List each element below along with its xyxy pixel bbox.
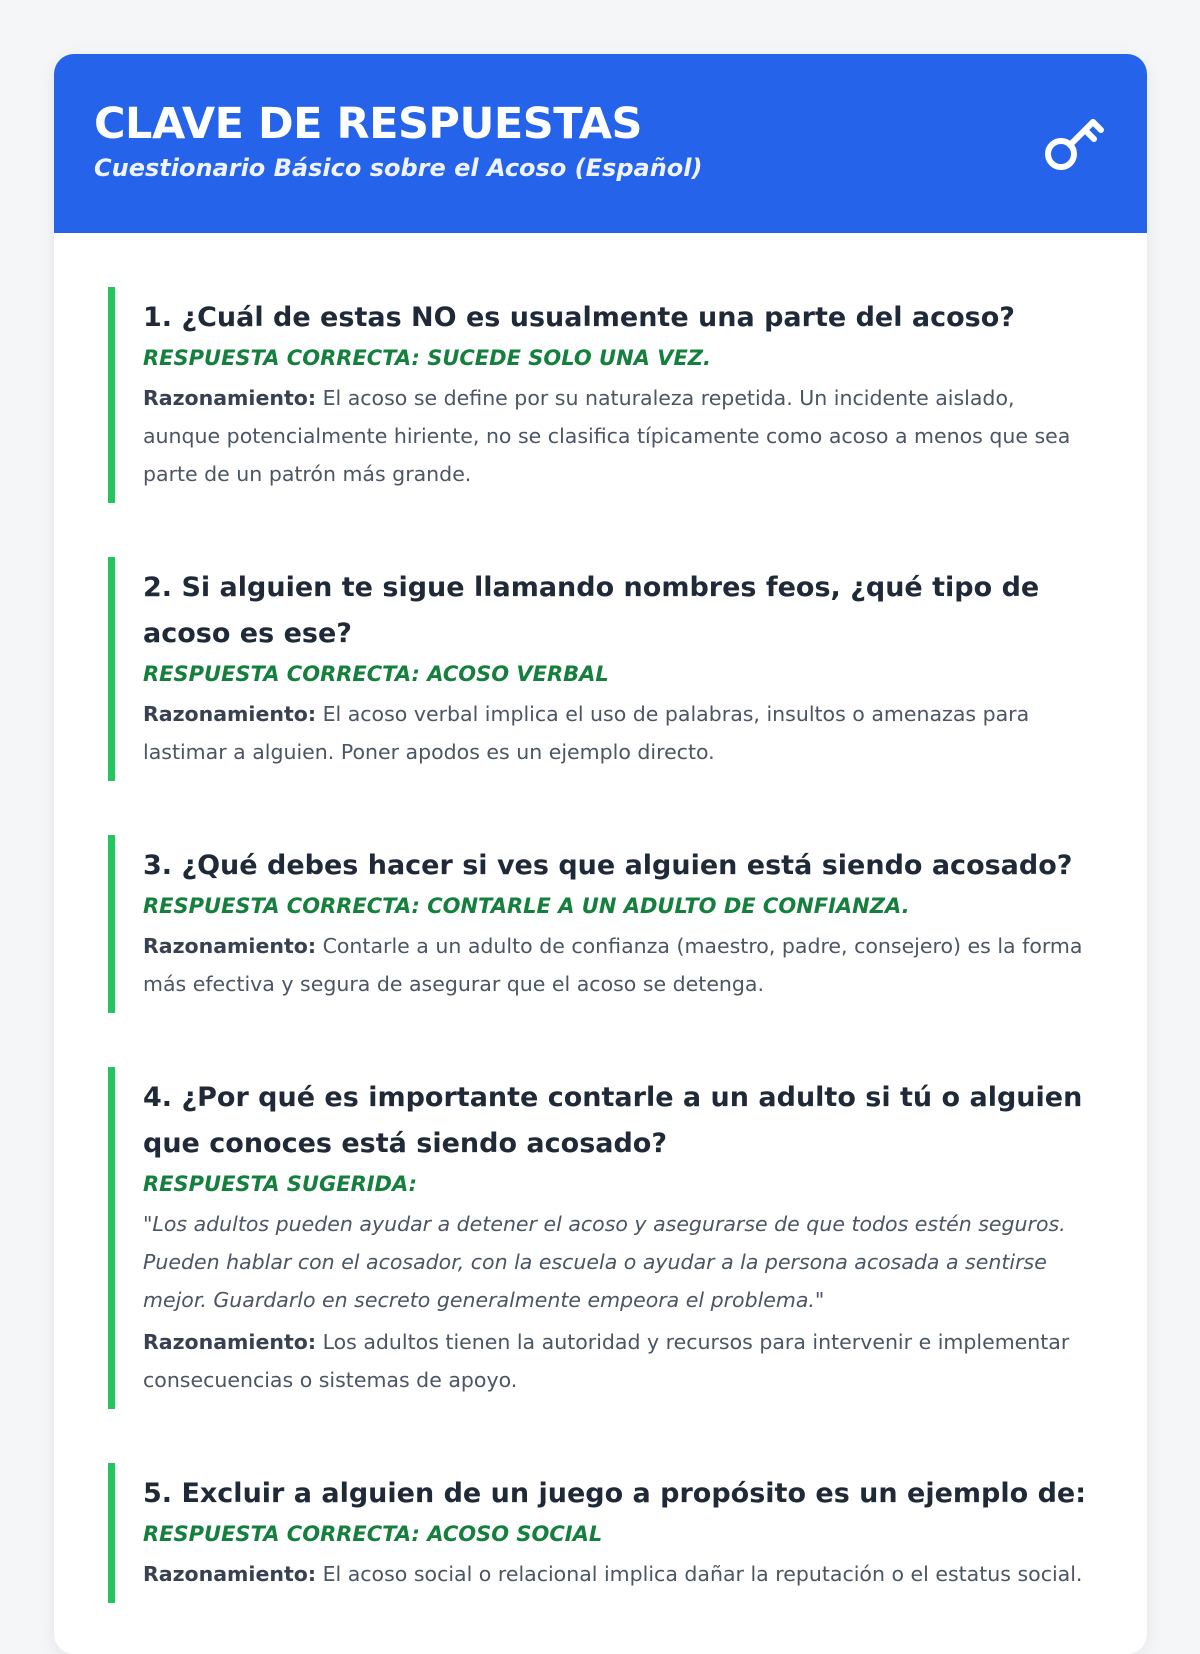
reasoning: [143, 695, 1091, 771]
reasoning-text: El acoso social o relacional implica dañar la reputación o el estatus social.: [322, 1562, 1083, 1586]
question-text: 5. Excluir a alguien de un juego a propósito es un ejemplo de:: [143, 1478, 1087, 1509]
page-title: CLAVE DE RESPUESTAS: [94, 99, 642, 149]
question-text: 3. ¿Qué debes hacer si ves que alguien está siendo acosado?: [143, 850, 1073, 881]
reasoning: [143, 927, 1091, 1003]
correct-answer: RESPUESTA CORRECTA: SUCEDE SOLO UNA VEZ.: [143, 346, 712, 370]
answer-item-1: [108, 287, 1091, 503]
reasoning-label: Razonamiento:: [143, 386, 317, 410]
answers-list: [54, 233, 1147, 1603]
answer-key-card: [54, 54, 1147, 1654]
reasoning-label: Razonamiento:: [143, 1562, 317, 1586]
question-text: 2. Si alguien te sigue llamando nombres feos, ¿qué tipo de acoso es ese?: [143, 572, 1040, 649]
reasoning-text: Los adultos tienen la autoridad y recursos para intervenir e implementar consecuencias o sistemas de apoyo.: [143, 1330, 1070, 1392]
correct-answer: RESPUESTA CORRECTA: ACOSO SOCIAL: [143, 1522, 603, 1546]
answer-item-5: [108, 1463, 1091, 1603]
reasoning-text: El acoso se define por su naturaleza repetida. Un incidente aislado, aunque potencialmente hiriente, no se clasifica típicamente como acoso a menos que sea parte de un patrón más grande.: [143, 386, 1071, 486]
reasoning-text: Contarle a un adulto de confianza (maestro, padre, consejero) es la forma más efectiva y segura de asegurar que el acoso se detenga.: [143, 934, 1083, 996]
reasoning: [143, 1323, 1091, 1399]
reasoning-label: Razonamiento:: [143, 702, 317, 726]
reasoning-text: El acoso verbal implica el uso de palabras, insultos o amenazas para lastimar a alguien. Poner apodos es un ejemplo directo.: [143, 702, 1030, 764]
answer-item-4: [108, 1067, 1091, 1409]
reasoning-label: Razonamiento:: [143, 934, 317, 958]
reasoning: [143, 1555, 1091, 1593]
page-subtitle: Cuestionario Básico sobre el Acoso (Español): [94, 154, 703, 182]
suggested-answer-quote: "Los adultos pueden ayudar a detener el acoso y asegurarse de que todos estén seguros. Pueden hablar con el acosador, con la escuela o ayudar a la persona acosada a sentirse mejor. Guardarlo en secreto generalmente empeora el problema.": [143, 1212, 1066, 1312]
suggested-answer: RESPUESTA SUGERIDA:: [143, 1172, 418, 1196]
reasoning-label: Razonamiento:: [143, 1330, 317, 1354]
question-text: 4. ¿Por qué es importante contarle a un adulto si tú o alguien que conoces está siendo acosado?: [143, 1082, 1083, 1159]
key-icon: [1041, 110, 1107, 176]
correct-answer: RESPUESTA CORRECTA: CONTARLE A UN ADULTO DE CONFIANZA.: [143, 894, 910, 918]
header: [54, 54, 1147, 233]
reasoning: [143, 379, 1091, 493]
correct-answer: RESPUESTA CORRECTA: ACOSO VERBAL: [143, 662, 609, 686]
answer-item-2: [108, 557, 1091, 781]
answer-item-3: [108, 835, 1091, 1013]
question-text: 1. ¿Cuál de estas NO es usualmente una parte del acoso?: [143, 302, 1015, 333]
